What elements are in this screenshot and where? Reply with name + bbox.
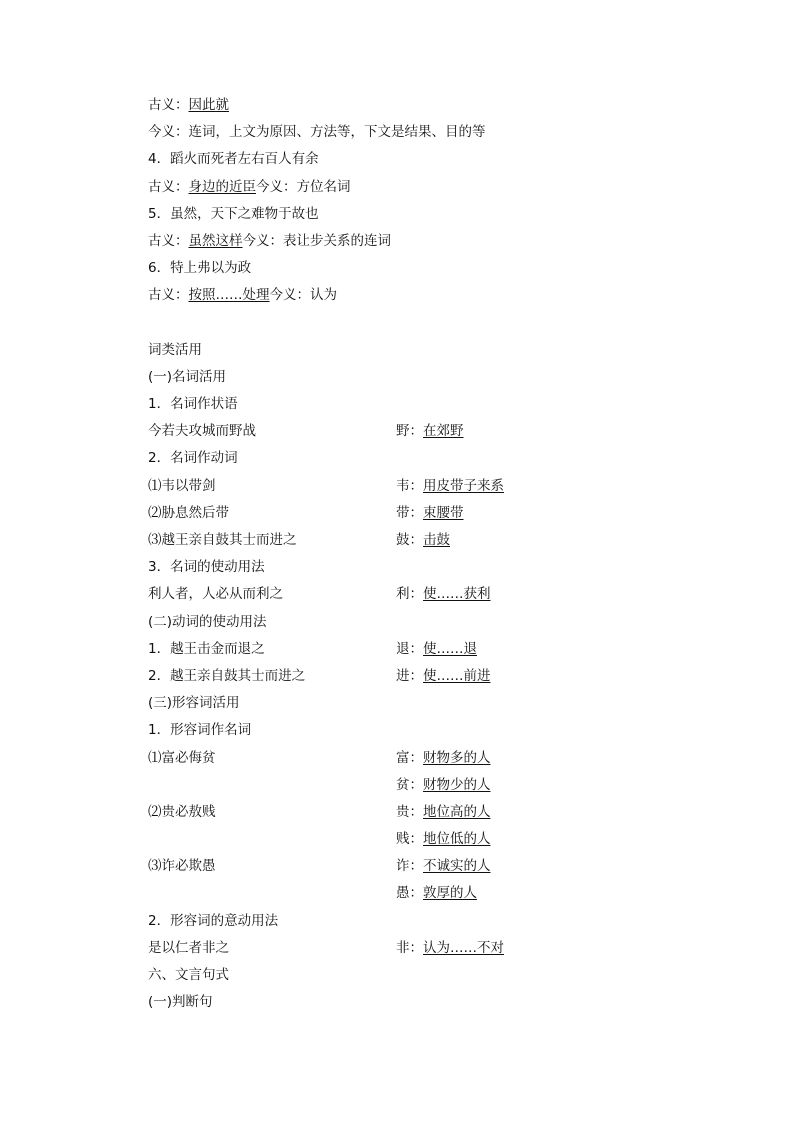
item-heading: 2．形容词的意动用法 — [148, 912, 279, 929]
gloss — [396, 581, 491, 608]
gloss — [396, 527, 450, 554]
gloss-key: 贱： — [396, 831, 423, 848]
item-heading: 1．形容词作名词 — [148, 722, 252, 739]
example-sentence: 1．越王击金而退之 — [148, 640, 265, 657]
gloss-answer: 使……退 — [423, 640, 477, 657]
example-sentence: 2．越王亲自鼓其士而进之 — [148, 667, 306, 684]
example-row — [148, 745, 668, 772]
gloss — [396, 853, 491, 880]
gloss-answer: 财物少的人 — [423, 776, 491, 793]
gloss-key: 非： — [396, 939, 423, 956]
spacer — [148, 310, 668, 337]
subsection-title: (二)动词的使动用法 — [148, 613, 267, 630]
gloss-answer: 击鼓 — [423, 532, 450, 548]
gloss-key: 进： — [396, 667, 423, 684]
label: 今义：认为 — [269, 287, 337, 304]
example-row — [148, 935, 668, 962]
example-sentence: ⑶诈必欺愚 — [148, 858, 216, 875]
example-sentence: 今若夫攻城而野战 — [148, 423, 256, 440]
gloss — [396, 772, 491, 799]
gloss — [396, 880, 477, 907]
example-sentence: 利人者，人必从而利之 — [148, 586, 283, 603]
gloss — [396, 473, 504, 500]
item-heading: 3．名词的使动用法 — [148, 559, 265, 576]
gloss — [396, 663, 491, 690]
gloss — [396, 799, 491, 826]
example-sentence: ⑶越王亲自鼓其士而进之 — [148, 532, 297, 548]
underlined-answer: 按照……处理 — [188, 287, 270, 304]
gloss — [396, 500, 464, 527]
example-row — [148, 418, 668, 445]
gloss-answer: 敦厚的人 — [423, 885, 477, 902]
section-title: 六、文言句式 — [148, 967, 229, 983]
example-row — [148, 527, 668, 554]
gloss-answer: 财物多的人 — [423, 749, 491, 766]
gloss-key: 鼓： — [396, 532, 423, 548]
gloss-answer: 束腰带 — [423, 504, 464, 521]
gloss-key: 愚： — [396, 885, 423, 902]
gloss-key: 贵： — [396, 803, 423, 820]
item-heading: 4．蹈火而死者左右百人有余 — [148, 151, 319, 168]
text-line — [148, 282, 668, 309]
example-row — [148, 772, 668, 799]
gloss-key: 野： — [396, 423, 423, 440]
item-heading: 5．虽然，天下之难物于故也 — [148, 205, 319, 222]
example-row — [148, 799, 668, 826]
underlined-answer: 因此就 — [188, 97, 229, 113]
gloss-key: 利： — [396, 586, 423, 603]
text-line — [148, 92, 668, 119]
gloss — [396, 826, 491, 853]
example-row — [148, 880, 668, 907]
example-sentence: ⑵胁息然后带 — [148, 504, 229, 521]
label: 今义：方位名词 — [256, 178, 351, 195]
underlined-answer: 虽然这样 — [188, 232, 243, 249]
gloss-answer: 用皮带子来系 — [423, 477, 504, 494]
subsection-title: (一)名词活用 — [148, 368, 227, 385]
example-row — [148, 581, 668, 608]
label: 古义： — [148, 97, 189, 113]
gloss-key: 富： — [396, 749, 423, 766]
section-title: 词类活用 — [148, 341, 202, 358]
document-page — [148, 92, 668, 1016]
label: 古义： — [148, 232, 189, 249]
gloss-answer: 地位高的人 — [423, 803, 491, 820]
gloss-key: 韦： — [396, 477, 423, 494]
gloss-key: 诈： — [396, 858, 423, 875]
label: 古义： — [148, 178, 189, 195]
underlined-answer: 身边的近臣 — [188, 178, 256, 195]
example-row — [148, 853, 668, 880]
example-row — [148, 636, 668, 663]
example-row — [148, 663, 668, 690]
gloss-key: 退： — [396, 640, 423, 657]
gloss-answer: 地位低的人 — [423, 831, 491, 848]
example-row — [148, 500, 668, 527]
example-row — [148, 826, 668, 853]
gloss-answer: 不诚实的人 — [423, 858, 491, 875]
gloss-answer: 使……获利 — [423, 586, 491, 603]
text-line: 今义：连词，上文为原因、方法等，下文是结果、目的等 — [148, 124, 486, 141]
label: 古义： — [148, 287, 189, 304]
label: 今义：表让步关系的连词 — [242, 232, 391, 249]
gloss — [396, 745, 491, 772]
example-sentence: ⑴韦以带剑 — [148, 477, 216, 494]
example-sentence: ⑵贵必敖贱 — [148, 803, 216, 820]
gloss — [396, 636, 477, 663]
example-sentence: ⑴富必侮贫 — [148, 749, 216, 766]
gloss-key: 带： — [396, 504, 423, 521]
subsection-title: (三)形容词活用 — [148, 695, 240, 712]
example-sentence: 是以仁者非之 — [148, 939, 229, 956]
item-heading: 2．名词作动词 — [148, 450, 238, 467]
item-heading: 1．名词作状语 — [148, 396, 238, 413]
gloss — [396, 935, 504, 962]
subsection-title: (一)判断句 — [148, 994, 213, 1011]
gloss-answer: 在郊野 — [423, 423, 464, 440]
text-line — [148, 228, 668, 255]
gloss — [396, 418, 464, 445]
gloss-key: 贫： — [396, 776, 423, 793]
example-row — [148, 473, 668, 500]
gloss-answer: 认为……不对 — [423, 939, 504, 956]
gloss-answer: 使……前进 — [423, 667, 491, 684]
text-line — [148, 174, 668, 201]
item-heading: 6．特上弗以为政 — [148, 260, 252, 277]
